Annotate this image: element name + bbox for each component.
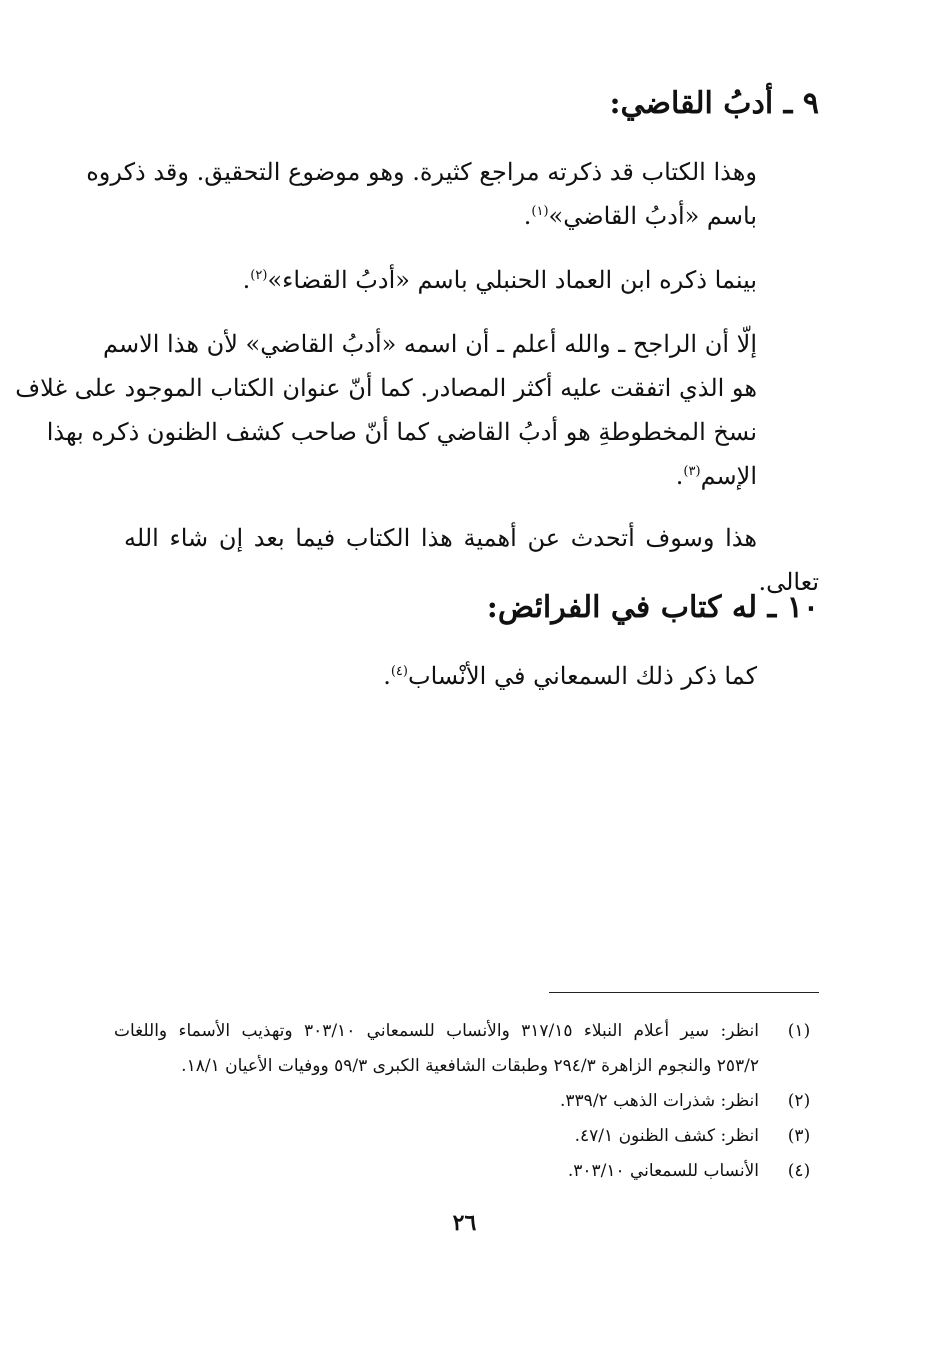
section-9-paragraph-3 [15, 322, 819, 498]
footnote-number: (٢) [787, 1091, 811, 1111]
footnote-line: انظر: شذرات الذهب ٣٣٩/٢. [560, 1091, 759, 1111]
footnote-separator [549, 992, 819, 993]
footnote-number: (٣) [787, 1126, 811, 1146]
footnote-text [114, 1014, 759, 1084]
footnote-ref: (٢) [250, 268, 268, 283]
footnote-line: انظر: سير أعلام النبلاء ٣١٧/١٥ والأنساب للسمعاني ٣٠٣/١٠ وتهذيب الأسماء واللغات [114, 1021, 759, 1041]
section-10-heading: ١٠ ـ له كتاب في الفرائض: [486, 590, 819, 625]
footnote-ref: (٤) [390, 664, 408, 679]
section-9-paragraph-1 [86, 150, 819, 238]
footnote-item [114, 1084, 819, 1119]
paragraph-line [124, 454, 819, 498]
footnote-ref: (١) [531, 204, 549, 219]
section-9-heading: ٩ ـ أدبُ القاضي: [609, 86, 819, 121]
footnote-number: (١) [787, 1021, 811, 1041]
page-number: ٢٦ [452, 1210, 477, 1236]
punctuation: . [242, 266, 251, 294]
punctuation: . [675, 462, 684, 490]
punctuation: . [523, 202, 532, 230]
footnote-line: ٢٥٣/٢ والنجوم الزاهرة ٢٩٤/٣ وطبقات الشافعية الكبرى ٥٩/٣ ووفيات الأعيان ١٨/١. [181, 1056, 759, 1076]
section-10-paragraph-1 [124, 654, 819, 698]
footnote-line: الأنساب للسمعاني ٣٠٣/١٠. [567, 1161, 759, 1181]
footnote-ref: (٣) [683, 464, 701, 479]
paragraph-text: باسم «أدبُ القاضي» [548, 202, 757, 230]
footnote-item [114, 1014, 819, 1084]
footnote-item [114, 1154, 819, 1189]
paragraph-line: هو الذي اتفقت عليه أكثر المصادر. كما أنّ عنوان الكتاب الموجود على غلاف [15, 374, 757, 402]
section-9-paragraph-4: هذا وسوف أتحدث عن أهمية هذا الكتاب فيما بعد إن شاء الله تعالى. [124, 524, 819, 596]
paragraph-text: بينما ذكره ابن العماد الحنبلي باسم «أدبُ القضاء» [267, 266, 757, 294]
paragraph-line [124, 194, 819, 238]
paragraph-line: إلّا أن الراجح ـ والله أعلم ـ أن اسمه «أدبُ القاضي» لأن هذا الاسم [102, 330, 757, 358]
paragraph-text: الإسم [700, 462, 757, 490]
paragraph-line: نسخ المخطوطةِ هو أدبُ القاضي كما أنّ صاحب كشف الظنون ذكره بهذا [46, 418, 757, 446]
paragraph-line: وهذا الكتاب قد ذكرته مراجع كثيرة. وهو موضوع التحقيق. وقد ذكروه [86, 158, 757, 186]
footnote-text [114, 1084, 759, 1119]
footnote-text [114, 1154, 759, 1189]
footnote-item [114, 1119, 819, 1154]
footnote-line: انظر: كشف الظنون ٤٧/١. [574, 1126, 759, 1146]
section-9-paragraph-2 [124, 258, 819, 302]
footnotes-list [114, 1014, 819, 1189]
paragraph-text: كما ذكر ذلك السمعاني في الأنْساب [407, 662, 757, 690]
punctuation: . [383, 662, 391, 690]
footnote-number: (٤) [787, 1161, 811, 1181]
footnote-text [114, 1119, 759, 1154]
